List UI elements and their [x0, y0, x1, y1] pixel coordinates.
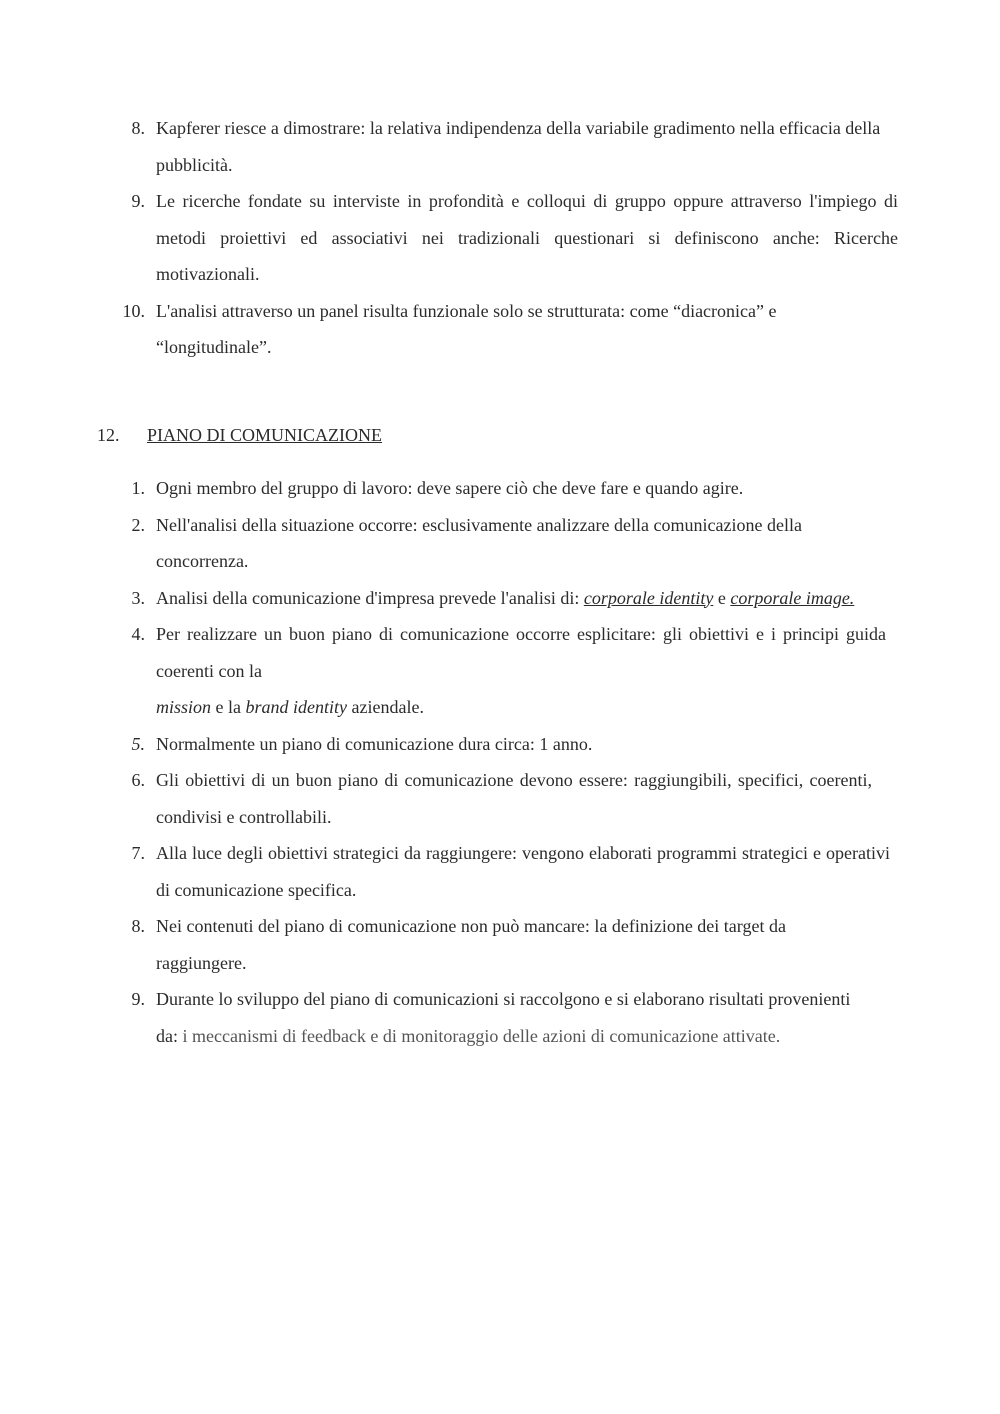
list-item [0, 580, 1000, 617]
item-number: 8. [131, 916, 145, 936]
item-text-answer: i meccanismi di feedback e di monitoraggio delle azioni di comunicazione attivate. [182, 1025, 781, 1046]
item-number: 6. [131, 770, 145, 790]
item-text [156, 580, 898, 617]
item-text: Le ricerche fondate su interviste in profondità e colloqui di gruppo oppure attraverso l'impiego di metodi proiettivi ed associativi nei tradizionali questionari si definiscono anche: Ricerche motivazionali. [156, 191, 898, 284]
item-number: 10. [122, 300, 145, 321]
item-text: Alla luce degli obiettivi strategici da raggiungere: vengono elaborati programmi strategici e operativi di comunicazione specifica. [156, 843, 890, 900]
list-item [0, 616, 1000, 726]
item-text: Ogni membro del gruppo di lavoro: deve sapere ciò che deve fare e quando agire. [156, 478, 744, 498]
list-item [0, 835, 1000, 908]
list-item [0, 908, 1000, 981]
item-text [156, 981, 876, 1054]
item-continuation [156, 689, 1000, 726]
item-text: Per realizzare un buon piano di comunicazione occorre esplicitare: gli obiettivi e i principi guida coerenti con la [156, 624, 886, 681]
item-text-part: Durante lo sviluppo del piano di comunicazioni si raccolgono e si elaborano risultati provenienti da: [156, 989, 851, 1046]
section-title: PIANO DI COMUNICAZIONE [147, 425, 382, 445]
item-number: 1. [131, 478, 145, 498]
item-text-part: e la [211, 697, 246, 717]
list-item [0, 183, 1000, 293]
list-item [0, 726, 1000, 763]
section-list [0, 470, 1000, 1054]
item-number: 4. [131, 624, 145, 644]
item-number: 9. [131, 989, 145, 1009]
item-number: 7. [131, 843, 145, 863]
previous-section-list [0, 110, 1000, 366]
list-item [0, 110, 1000, 183]
list-item [0, 507, 1000, 580]
item-number: 8. [131, 118, 145, 138]
item-text: L'analisi attraverso un panel risulta funzionale solo se strutturata: come “diacronica” e “longitudinale”. [156, 300, 777, 357]
item-text: Nell'analisi della situazione occorre: esclusivamente analizzare della comunicazione della concorrenza. [156, 514, 802, 571]
list-item [0, 981, 1000, 1054]
term-corporale-image: corporale image. [730, 587, 855, 608]
item-number: 3. [131, 587, 145, 608]
item-text: Gli obiettivi di un buon piano di comunicazione devono essere: raggiungibili, specifici, coerenti, condivisi e controllabili. [156, 770, 872, 827]
list-item [0, 762, 1000, 835]
item-text-part: e [713, 587, 731, 608]
term-brand-identity: brand identity [245, 697, 347, 717]
item-text-part: Analisi della comunicazione d'impresa prevede l'analisi di: [156, 587, 584, 608]
section-number: 12. [97, 425, 120, 445]
item-number: 9. [131, 191, 145, 211]
item-text: Normalmente un piano di comunicazione dura circa: 1 anno. [156, 733, 593, 754]
item-text-part: aziendale. [347, 697, 424, 717]
term-mission: mission [156, 697, 212, 717]
item-number: 2. [131, 514, 145, 535]
list-item [0, 293, 1000, 366]
item-text: Nei contenuti del piano di comunicazione non può mancare: la definizione dei target da raggiungere. [156, 916, 786, 973]
list-item [0, 470, 1000, 507]
term-corporale-identity: corporale identity [583, 587, 714, 608]
item-text: Kapferer riesce a dimostrare: la relativa indipendenza della variabile gradimento nella efficacia della pubblicità. [156, 118, 881, 175]
item-number: 5. [131, 733, 145, 754]
